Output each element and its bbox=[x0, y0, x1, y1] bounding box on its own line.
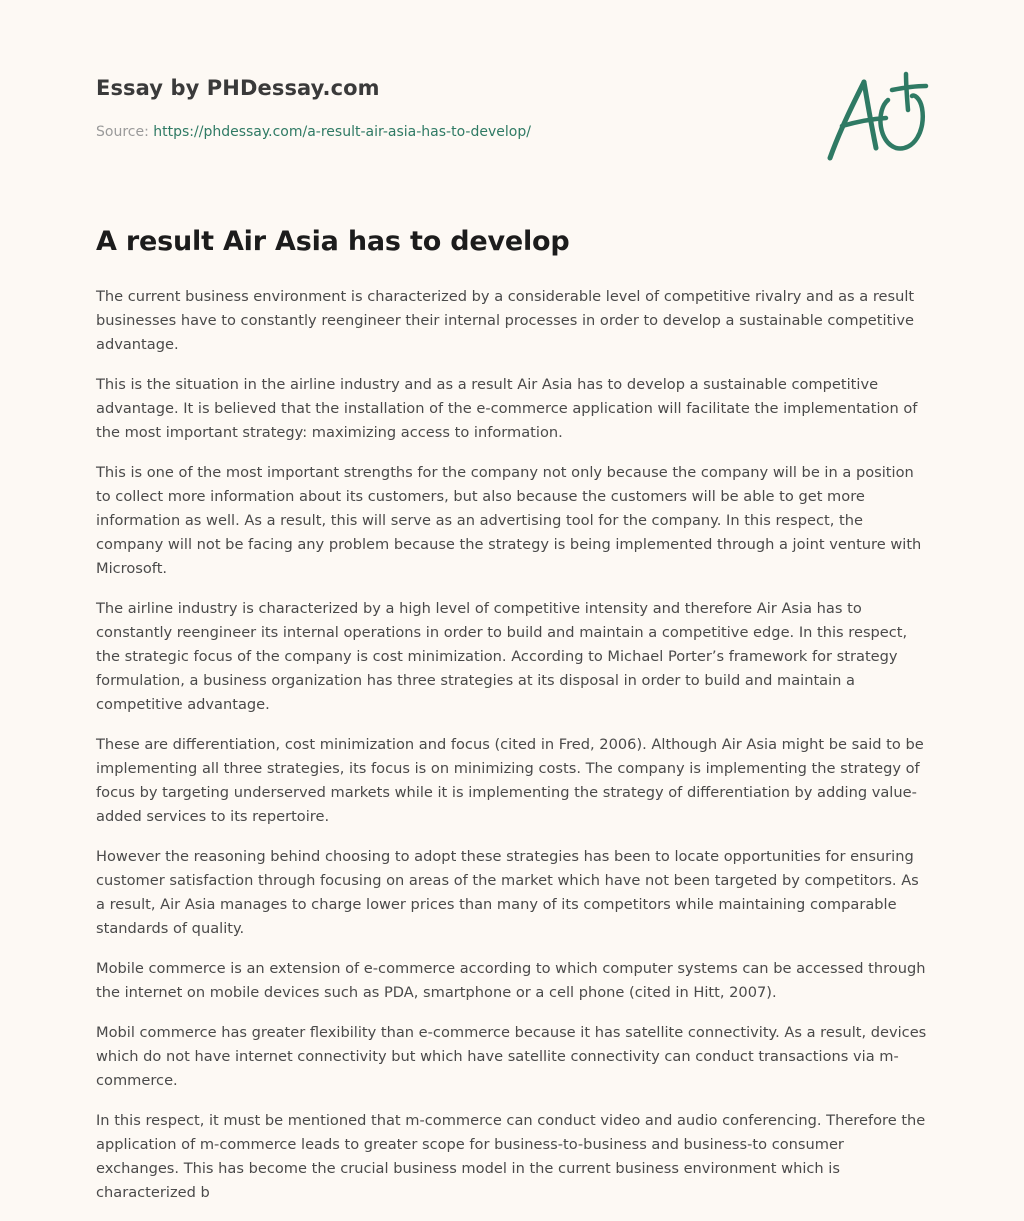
source-label: Source: bbox=[96, 124, 149, 140]
source-line bbox=[96, 124, 531, 140]
site-brand: Essay by PHDessay.com bbox=[96, 76, 380, 100]
article-paragraph: However the reasoning behind choosing to adopt these strategies has been to locate opportunities for ensuring customer satisfaction through focusing on areas of the market which have not been targeted by competitors. As a result, Air Asia manages to charge lower prices than many of its competitors while maintaining comparable standards of quality. bbox=[96, 848, 919, 937]
article-paragraph: Mobile commerce is an extension of e-commerce according to which computer systems can be accessed through the internet on mobile devices such as PDA, smartphone or a cell phone (cited in Hitt, 2007). bbox=[96, 960, 926, 1001]
article-paragraph: The airline industry is characterized by a high level of competitive intensity and therefore Air Asia has to constantly reengineer its internal operations in order to build and maintain a competitive edge. In this respect, the strategic focus of the company is cost minimization. According to Michael Porter’s framework for strategy formulation, a business organization has three strategies at its disposal in order to build and maintain a competitive advantage. bbox=[96, 600, 908, 713]
source-link[interactable]: https://phdessay.com/a-result-air-asia-has-to-develop/ bbox=[153, 124, 531, 140]
article-paragraph: Mobil commerce has greater flexibility than e-commerce because it has satellite connectivity. As a result, devices which do not have internet connectivity but which have satellite connectivity can conduct transactions via m-commerce. bbox=[96, 1024, 927, 1089]
article-title: A result Air Asia has to develop bbox=[96, 226, 570, 257]
article-paragraph: This is one of the most important strengths for the company not only because the company will be in a position to collect more information about its customers, but also because the customers will be able to get more information as well. As a result, this will serve as an advertising tool for the company. In this respect, the company will not be facing any problem because the strategy is being implemented through a joint venture with Microsoft. bbox=[96, 464, 922, 577]
article-paragraph: These are differentiation, cost minimization and focus (cited in Fred, 2006). Although Air Asia might be said to be implementing all three strategies, its focus is on minimizing costs. The company is implementing the strategy of focus by targeting underserved markets while it is implementing the strategy of differentiation by adding value-added services to its repertoire. bbox=[96, 736, 924, 825]
article-body bbox=[96, 285, 930, 1221]
article-paragraph: The current business environment is characterized by a considerable level of competitive rivalry and as a result businesses have to constantly reengineer their internal processes in order to develop a sustainable competitive advantage. bbox=[96, 288, 915, 353]
article-paragraph: In this respect, it must be mentioned that m-commerce can conduct video and audio conferencing. Therefore the application of m-commerce leads to greater scope for business-to-business and business-to consumer exchanges. This has become the crucial business model in the current business environment which is characterized b bbox=[96, 1112, 926, 1201]
a-plus-logo-icon bbox=[826, 66, 930, 166]
article-paragraph: This is the situation in the airline industry and as a result Air Asia has to develop a sustainable competitive advantage. It is believed that the installation of the e-commerce application will facilitate the implementation of the most important strategy: maximizing access to information. bbox=[96, 376, 918, 441]
